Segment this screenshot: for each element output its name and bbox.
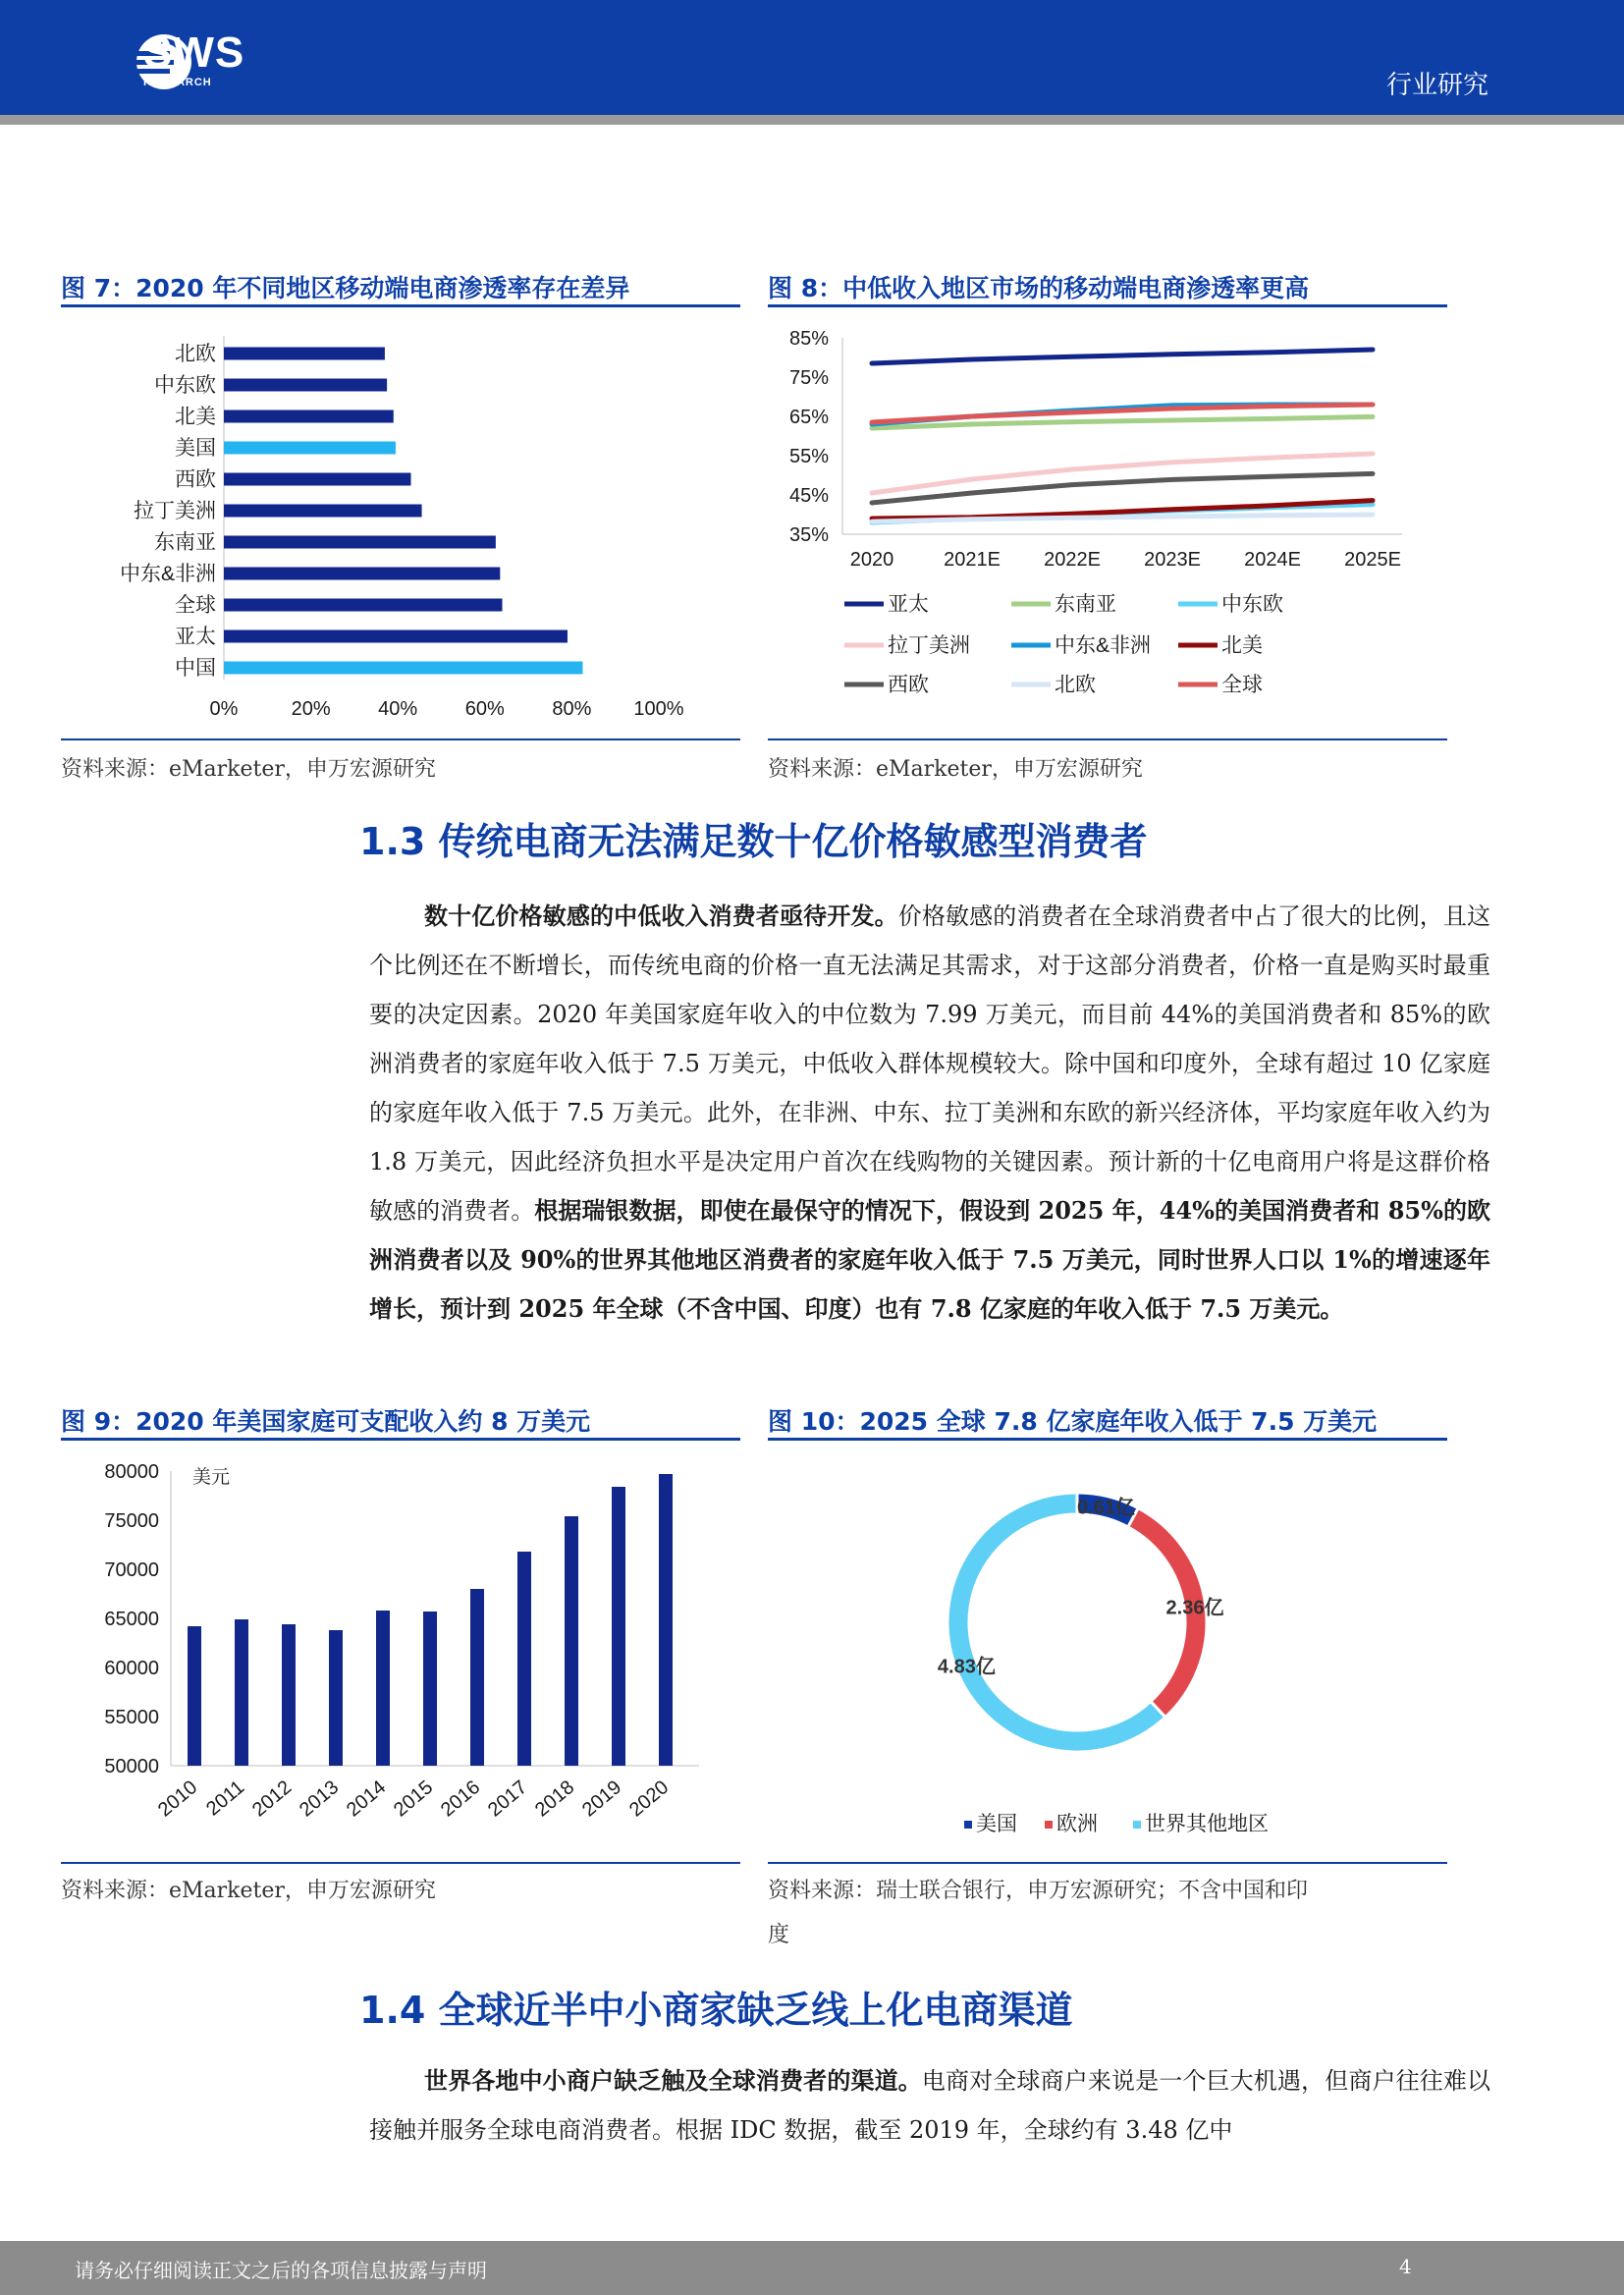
fig9-bar xyxy=(282,1624,296,1766)
fig7-bar xyxy=(224,599,503,612)
fig9-x-tick: 2014 xyxy=(342,1776,391,1822)
fig9-x-tick: 2017 xyxy=(483,1776,532,1822)
fig7-title: 图 7：2020 年不同地区移动端电商渗透率存在差异 xyxy=(61,274,630,302)
fig8-x-tick: 2024E xyxy=(1244,549,1301,571)
fig9-y-tick: 80000 xyxy=(104,1461,159,1483)
fig9-source: 资料来源：eMarketer，申万宏源研究 xyxy=(61,1879,436,1903)
section-1-4-lead: 世界各地中小商户缺乏触及全球消费者的渠道。 xyxy=(424,2066,922,2095)
fig8-y-tick: 45% xyxy=(788,485,829,507)
fig10-donut-chart xyxy=(768,1448,1447,1860)
fig7-bar xyxy=(224,348,385,360)
page-header xyxy=(0,0,1624,115)
fig9-unit-label: 美元 xyxy=(192,1467,231,1488)
section-1-3-heading: 1.3 传统电商无法满足数十亿价格敏感型消费者 xyxy=(359,820,1148,863)
fig9-x-tick: 2020 xyxy=(624,1776,674,1822)
fig8-series-line xyxy=(872,350,1373,363)
fig7-bar xyxy=(224,536,496,549)
fig10-bottom-rule xyxy=(768,1862,1447,1864)
fig8-source: 资料来源：eMarketer，申万宏源研究 xyxy=(768,757,1143,782)
section-1-3-paragraph xyxy=(369,892,1490,1334)
fig7-bar xyxy=(224,379,387,392)
fig8-y-tick: 35% xyxy=(788,524,829,546)
fig8-legend-label: 西欧 xyxy=(888,674,929,696)
fig7-category-label: 中东欧 xyxy=(154,374,216,397)
fig9-x-tick: 2015 xyxy=(389,1776,438,1822)
fig9-y-tick: 50000 xyxy=(104,1756,159,1777)
fig8-legend-label: 中东&非洲 xyxy=(1055,634,1152,657)
logo-text: SWS xyxy=(143,28,245,77)
fig10-source-line1: 资料来源：瑞士联合银行，申万宏源研究；不含中国和印 xyxy=(768,1879,1309,1903)
fig8-legend-label: 北欧 xyxy=(1055,674,1096,696)
fig9-y-tick: 65000 xyxy=(104,1609,159,1630)
fig8-line-chart xyxy=(768,314,1447,737)
fig8-y-tick: 85% xyxy=(788,328,829,350)
fig7-bottom-rule xyxy=(61,738,740,740)
fig8-legend-label: 全球 xyxy=(1221,674,1263,696)
fig9-x-tick: 2019 xyxy=(577,1776,626,1822)
fig7-category-label: 全球 xyxy=(175,594,216,617)
fig9-bar xyxy=(470,1589,484,1766)
fig7-category-label: 西欧 xyxy=(175,468,216,491)
fig8-legend-label: 北美 xyxy=(1221,634,1263,657)
fig9-bar xyxy=(235,1619,248,1766)
fig8-legend-label: 拉丁美洲 xyxy=(888,634,970,657)
fig8-legend-label: 东南亚 xyxy=(1055,593,1116,616)
fig10-title-rule xyxy=(768,1438,1447,1441)
fig7-bar xyxy=(224,442,396,455)
fig9-title-rule xyxy=(61,1438,740,1441)
fig8-title: 图 8：中低收入地区市场的移动端电商渗透率更高 xyxy=(768,274,1310,302)
fig9-x-tick: 2011 xyxy=(202,1776,249,1821)
fig10-source-line2: 度 xyxy=(768,1923,790,1947)
fig7-category-label: 拉丁美洲 xyxy=(134,500,216,522)
fig9-bar xyxy=(329,1630,343,1766)
fig8-legend-label: 亚太 xyxy=(888,593,929,616)
fig9-bottom-rule xyxy=(61,1862,740,1864)
fig8-y-tick: 65% xyxy=(788,407,829,428)
fig10-slice xyxy=(947,1493,1165,1752)
fig10-legend-swatch xyxy=(1045,1821,1053,1829)
section-1-3-body: 价格敏感的消费者在全球消费者中占了很大的比例，且这个比例还在不断增长，而传统电商的价格一直无法满足其需求，对于这部分消费者，价格一直是购买时最重要的决定因素。2020 年美国家庭年收入的中位数为 7.99 万美元，而目前 44%的美国消费者和 85%的欧洲消费者的家庭年收入低于 7.5 万美元，中低收入群体规模较大。除中国和印度外，全球有超过 10 亿家庭的家庭年收入低于 7.5 万美元。此外，在非洲、中东、拉丁美洲和东欧的新兴经济体，平均家庭年收入约为 1.8 万美元，因此经济负担水平是决定用户首次在线购物的关键因素。预计新的十亿电商用户将是这群价格敏感的消费者。 xyxy=(369,902,1491,1225)
fig9-bar-chart xyxy=(61,1448,740,1860)
fig7-category-label: 亚太 xyxy=(175,626,216,648)
fig9-x-tick: 2013 xyxy=(295,1776,344,1822)
section-1-3-tail: 根据瑞银数据，即使在最保守的情况下，假设到 2025 年，44%的美国消费者和 85%的欧洲消费者以及 90%的世界其他地区消费者的家庭年收入低于 7.5 万美元，同时世界人口以 1%的增速逐年增长，预计到 2025 年全球（不含中国、印度）也有 7.8 亿家庭的年收入低于 7.5 万美元。 xyxy=(369,1196,1490,1323)
fig7-category-label: 东南亚 xyxy=(154,531,216,554)
fig9-bar xyxy=(423,1612,437,1766)
fig8-bottom-rule xyxy=(768,738,1447,740)
fig9-x-tick: 2010 xyxy=(153,1776,202,1822)
section-1-4-body: 电商对全球商户来说是一个巨大机遇，但商户往往难以接触并服务全球电商消费者。根据 IDC 数据，截至 2019 年，全球约有 3.48 亿中 xyxy=(369,2067,1491,2144)
fig10-legend-label: 欧洲 xyxy=(1056,1813,1098,1835)
fig7-source: 资料来源：eMarketer，申万宏源研究 xyxy=(61,757,436,782)
page-footer xyxy=(0,2241,1624,2295)
fig9-y-tick: 55000 xyxy=(104,1707,159,1728)
fig9-x-tick: 2018 xyxy=(530,1776,579,1822)
section-1-3-lead: 数十亿价格敏感的中低收入消费者亟待开发。 xyxy=(424,902,898,930)
fig10-legend-swatch xyxy=(1133,1821,1141,1829)
fig7-bar xyxy=(224,410,394,423)
fig7-x-tick: 0% xyxy=(209,698,239,720)
fig10-legend-label: 美国 xyxy=(976,1813,1017,1835)
fig10-data-label: 0.61亿 xyxy=(1076,1497,1135,1519)
fig7-bar xyxy=(224,568,500,580)
fig9-bar xyxy=(659,1474,673,1766)
fig9-bar xyxy=(517,1552,531,1766)
fig7-category-label: 中国 xyxy=(175,657,216,680)
fig7-hbar-chart xyxy=(61,324,740,737)
fig8-x-tick: 2020 xyxy=(849,549,894,571)
fig10-legend-label: 世界其他地区 xyxy=(1145,1813,1269,1835)
fig9-y-tick: 70000 xyxy=(104,1559,159,1581)
logo-subtext: RESEARCH xyxy=(143,77,212,88)
fig7-bar xyxy=(224,473,410,486)
fig8-legend-label: 中东欧 xyxy=(1221,593,1283,616)
fig8-title-rule xyxy=(768,304,1447,307)
header-divider xyxy=(0,115,1624,125)
fig7-bar xyxy=(224,505,422,518)
fig9-bar xyxy=(376,1611,390,1766)
section-1-4-heading: 1.4 全球近半中小商家缺乏线上化电商渠道 xyxy=(359,1989,1073,2032)
fig7-category-label: 北美 xyxy=(175,406,216,428)
fig9-bar xyxy=(188,1626,201,1766)
page-number: 4 xyxy=(1399,2255,1412,2278)
fig7-category-label: 中东&非洲 xyxy=(119,563,216,585)
section-1-4-paragraph xyxy=(369,2056,1490,2155)
fig7-bar xyxy=(224,630,568,643)
fig7-category-label: 北欧 xyxy=(175,343,216,365)
fig9-bar xyxy=(612,1487,625,1766)
fig10-legend-swatch xyxy=(964,1821,972,1829)
fig8-series-line xyxy=(872,473,1373,503)
fig9-x-tick: 2012 xyxy=(247,1776,297,1822)
fig7-bar xyxy=(224,662,582,675)
fig8-y-tick: 55% xyxy=(788,446,829,467)
fig8-x-tick: 2021E xyxy=(944,549,1001,571)
fig7-x-tick: 40% xyxy=(378,698,418,720)
fig7-x-tick: 80% xyxy=(552,698,592,720)
fig8-y-tick: 75% xyxy=(788,367,829,389)
fig7-title-rule xyxy=(61,304,740,307)
fig8-x-tick: 2023E xyxy=(1144,549,1201,571)
fig10-data-label: 4.83亿 xyxy=(937,1656,996,1678)
fig7-category-label: 美国 xyxy=(175,437,216,460)
fig8-x-tick: 2025E xyxy=(1344,549,1401,571)
fig9-x-tick: 2016 xyxy=(436,1776,485,1822)
fig7-x-tick: 60% xyxy=(464,698,505,720)
fig8-x-tick: 2022E xyxy=(1044,549,1101,571)
fig7-x-tick: 20% xyxy=(291,698,331,720)
fig10-data-label: 2.36亿 xyxy=(1165,1597,1224,1619)
fig9-bar xyxy=(565,1516,578,1766)
fig9-y-tick: 75000 xyxy=(104,1510,159,1532)
fig10-title: 图 10：2025 全球 7.8 亿家庭年收入低于 7.5 万美元 xyxy=(768,1407,1378,1436)
footer-disclaimer: 请务必仔细阅读正文之后的各项信息披露与声明 xyxy=(75,2259,487,2282)
fig7-x-tick: 100% xyxy=(633,698,684,720)
fig9-title: 图 9：2020 年美国家庭可支配收入约 8 万美元 xyxy=(61,1407,591,1436)
header-category-label: 行业研究 xyxy=(1385,71,1489,100)
fig9-y-tick: 60000 xyxy=(104,1658,159,1679)
